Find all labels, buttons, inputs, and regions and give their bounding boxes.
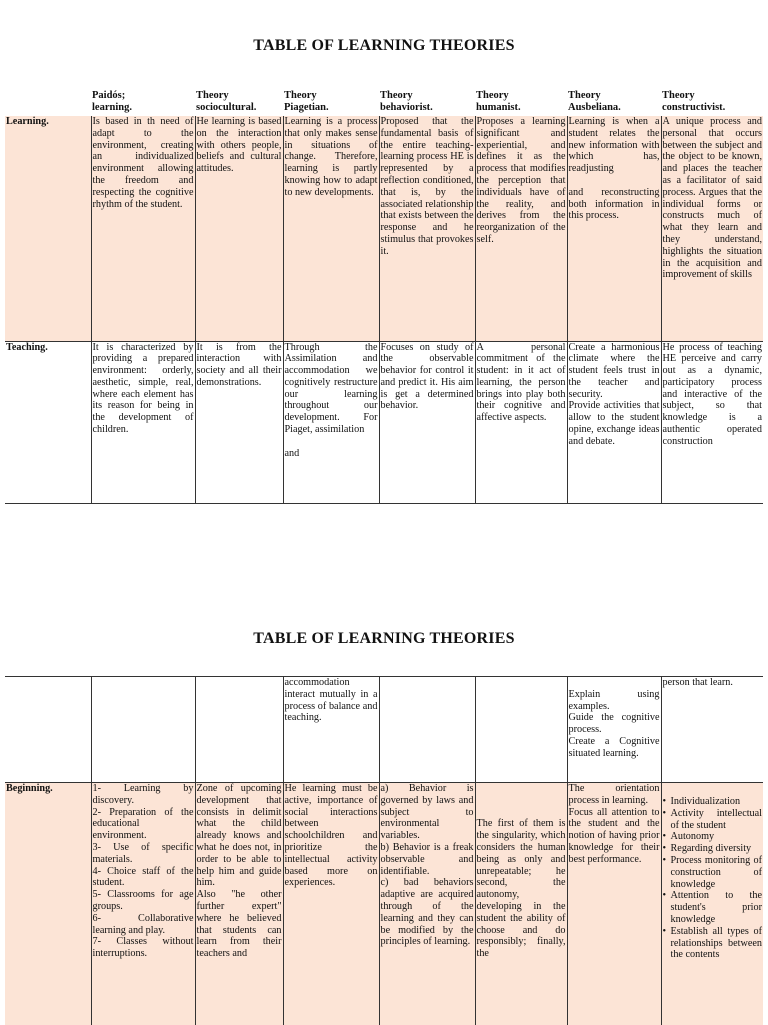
table-cell: He learning is based on the interaction with others people, beliefs and cultural attitudes. [195,116,283,341]
table-cell [379,677,475,783]
table-cell-empty [5,677,91,783]
table-cell: 1- Learning by discovery. 2- Preparation of the educational environment. 3- Use of specific materials. 4- Choice staff of the student. 5- Classrooms for age groups. 6- Collaborative learning and play. 7- Classes without interruptions. [91,783,195,1025]
theories-table-page1 [5,86,763,504]
header-ausbeliana: Theory Ausbeliana. [567,86,661,116]
table-row-beginning [5,783,763,1025]
list-item: • Process monitoring of construction of knowledge [663,855,763,890]
table-cell [91,677,195,783]
table-row-teaching-continued [5,677,763,783]
header-constructivist: Theory constructivist. [661,86,763,116]
table-cell: The orientation process in learning. Focus all attention to the student and the notion of having prior knowledge for their best performance. [567,783,661,1025]
table-cell: He learning must be active, importance of social interactions between schoolchildren and prioritize the intellectual activity based more on experiences. [283,783,379,1025]
list-item: • Individualization [663,796,763,808]
table-cell: accommodation interact mutually in a process of balance and teaching. [283,677,379,783]
table-cell: a) Behavior is governed by laws and subject to environmental variables. b) Behavior is a freak observable and identifiable. c) bad behaviors adaptive are acquired through of the learning and they can be modified by the principles of learning. [379,783,475,1025]
header-behaviorist: Theory behaviorist. [379,86,475,116]
table-cell: A personal commitment of the student: in it act of learning, the person brings into play both their cognitive and affective aspects. [475,341,567,503]
table-cell: Through the Assimilation and accommodation we cognitively restructure our learning throughout our development. For Piaget, assimilation and [283,341,379,503]
row-label-teaching: Teaching. [5,341,91,503]
page-title-continued: TABLE OF LEARNING THEORIES [253,630,515,647]
table-cell: Learning is when a student relates the new information with which has, readjusting and reconstructing both information in this process. [567,116,661,341]
list-item: • Regarding diversity [663,843,763,855]
table-cell [195,677,283,783]
table-cell: person that learn. [661,677,763,783]
row-label-learning: Learning. [5,116,91,341]
header-paidos: Paidós; learning. [91,86,195,116]
constructivist-principles-list [663,796,763,961]
table-row-teaching [5,341,763,503]
row-label-beginning: Beginning. [5,783,91,1025]
page-title: TABLE OF LEARNING THEORIES [253,37,515,54]
header-sociocultural: Theory sociocultural. [195,86,283,116]
table-cell: Create a harmonious climate where the student feels trust in the teacher and security. Provide activities that allow to the student opine, exchange ideas and debate. [567,341,661,503]
table-cell: Explain using examples. Guide the cognitive process. Create a Cognitive situated learning. [567,677,661,783]
table-cell: It is from the interaction with society and all their demonstrations. [195,341,283,503]
theories-table-page2 [5,676,763,1025]
table-row-learning [5,116,763,341]
header-blank [5,86,91,116]
constructivist-principles-cell [661,783,763,1025]
header-humanist: Theory humanist. [475,86,567,116]
table-cell: It is characterized by providing a prepared environment: orderly, aesthetic, simple, real, where each element has its reason for being in the development of children. [91,341,195,503]
list-item: • Autonomy [663,831,763,843]
list-item: • Attention to the student's prior knowledge [663,890,763,925]
table-cell: Zone of upcoming development that consists in delimit what the child already knows and what he does not, in order to be able to help him and guide him. Also "he other further expert" where he believed that students can learn from their teachers and [195,783,283,1025]
table-cell: A unique process and personal that occurs between the subject and the object to be known, and places the teacher as a facilitator of said process. Argues that the individual forms or constructs much of what they learn and they understand, highlights the situation in the acquisition and improvement of skills [661,116,763,341]
table-cell: The first of them is the singularity, which considers the human being as only and unrepeatable; he second, the autonomy, developing in the student the ability of choose and do responsibly; finally, the [475,783,567,1025]
table-cell: Proposes a learning significant and experiential, and defines it as the process that modifies the perception that individuals have of the reality, and derives from the reorganization of the self. [475,116,567,341]
table-cell: Focuses on study of the observable behavior for control it and predict it. His aim is get a determined behavior. [379,341,475,503]
list-item: • Activity intellectual of the student [663,808,763,832]
table-cell [475,677,567,783]
table-cell: Is based in th need of adapt to the environment, creating an individualized environment allowing the freedom and respecting the cognitive rhythm of the student. [91,116,195,341]
table-cell: Proposed that the fundamental basis of the entire teaching-learning process HE is represented by a reflection conditioned, that is, by the associated relationship that exists between the response and he stimulus that provokes it. [379,116,475,341]
header-piagetian: Theory Piagetian. [283,86,379,116]
table-cell: He process of teaching HE perceive and carry out as a dynamic, participatory process and interactive of the subject, so that knowledge is a authentic operated construction [661,341,763,503]
list-item: • Establish all types of relationships between the contents [663,926,763,961]
table-cell: Learning is a process that only makes sense in situations of change. Therefore, learning is partly knowing how to adapt to new developments. [283,116,379,341]
